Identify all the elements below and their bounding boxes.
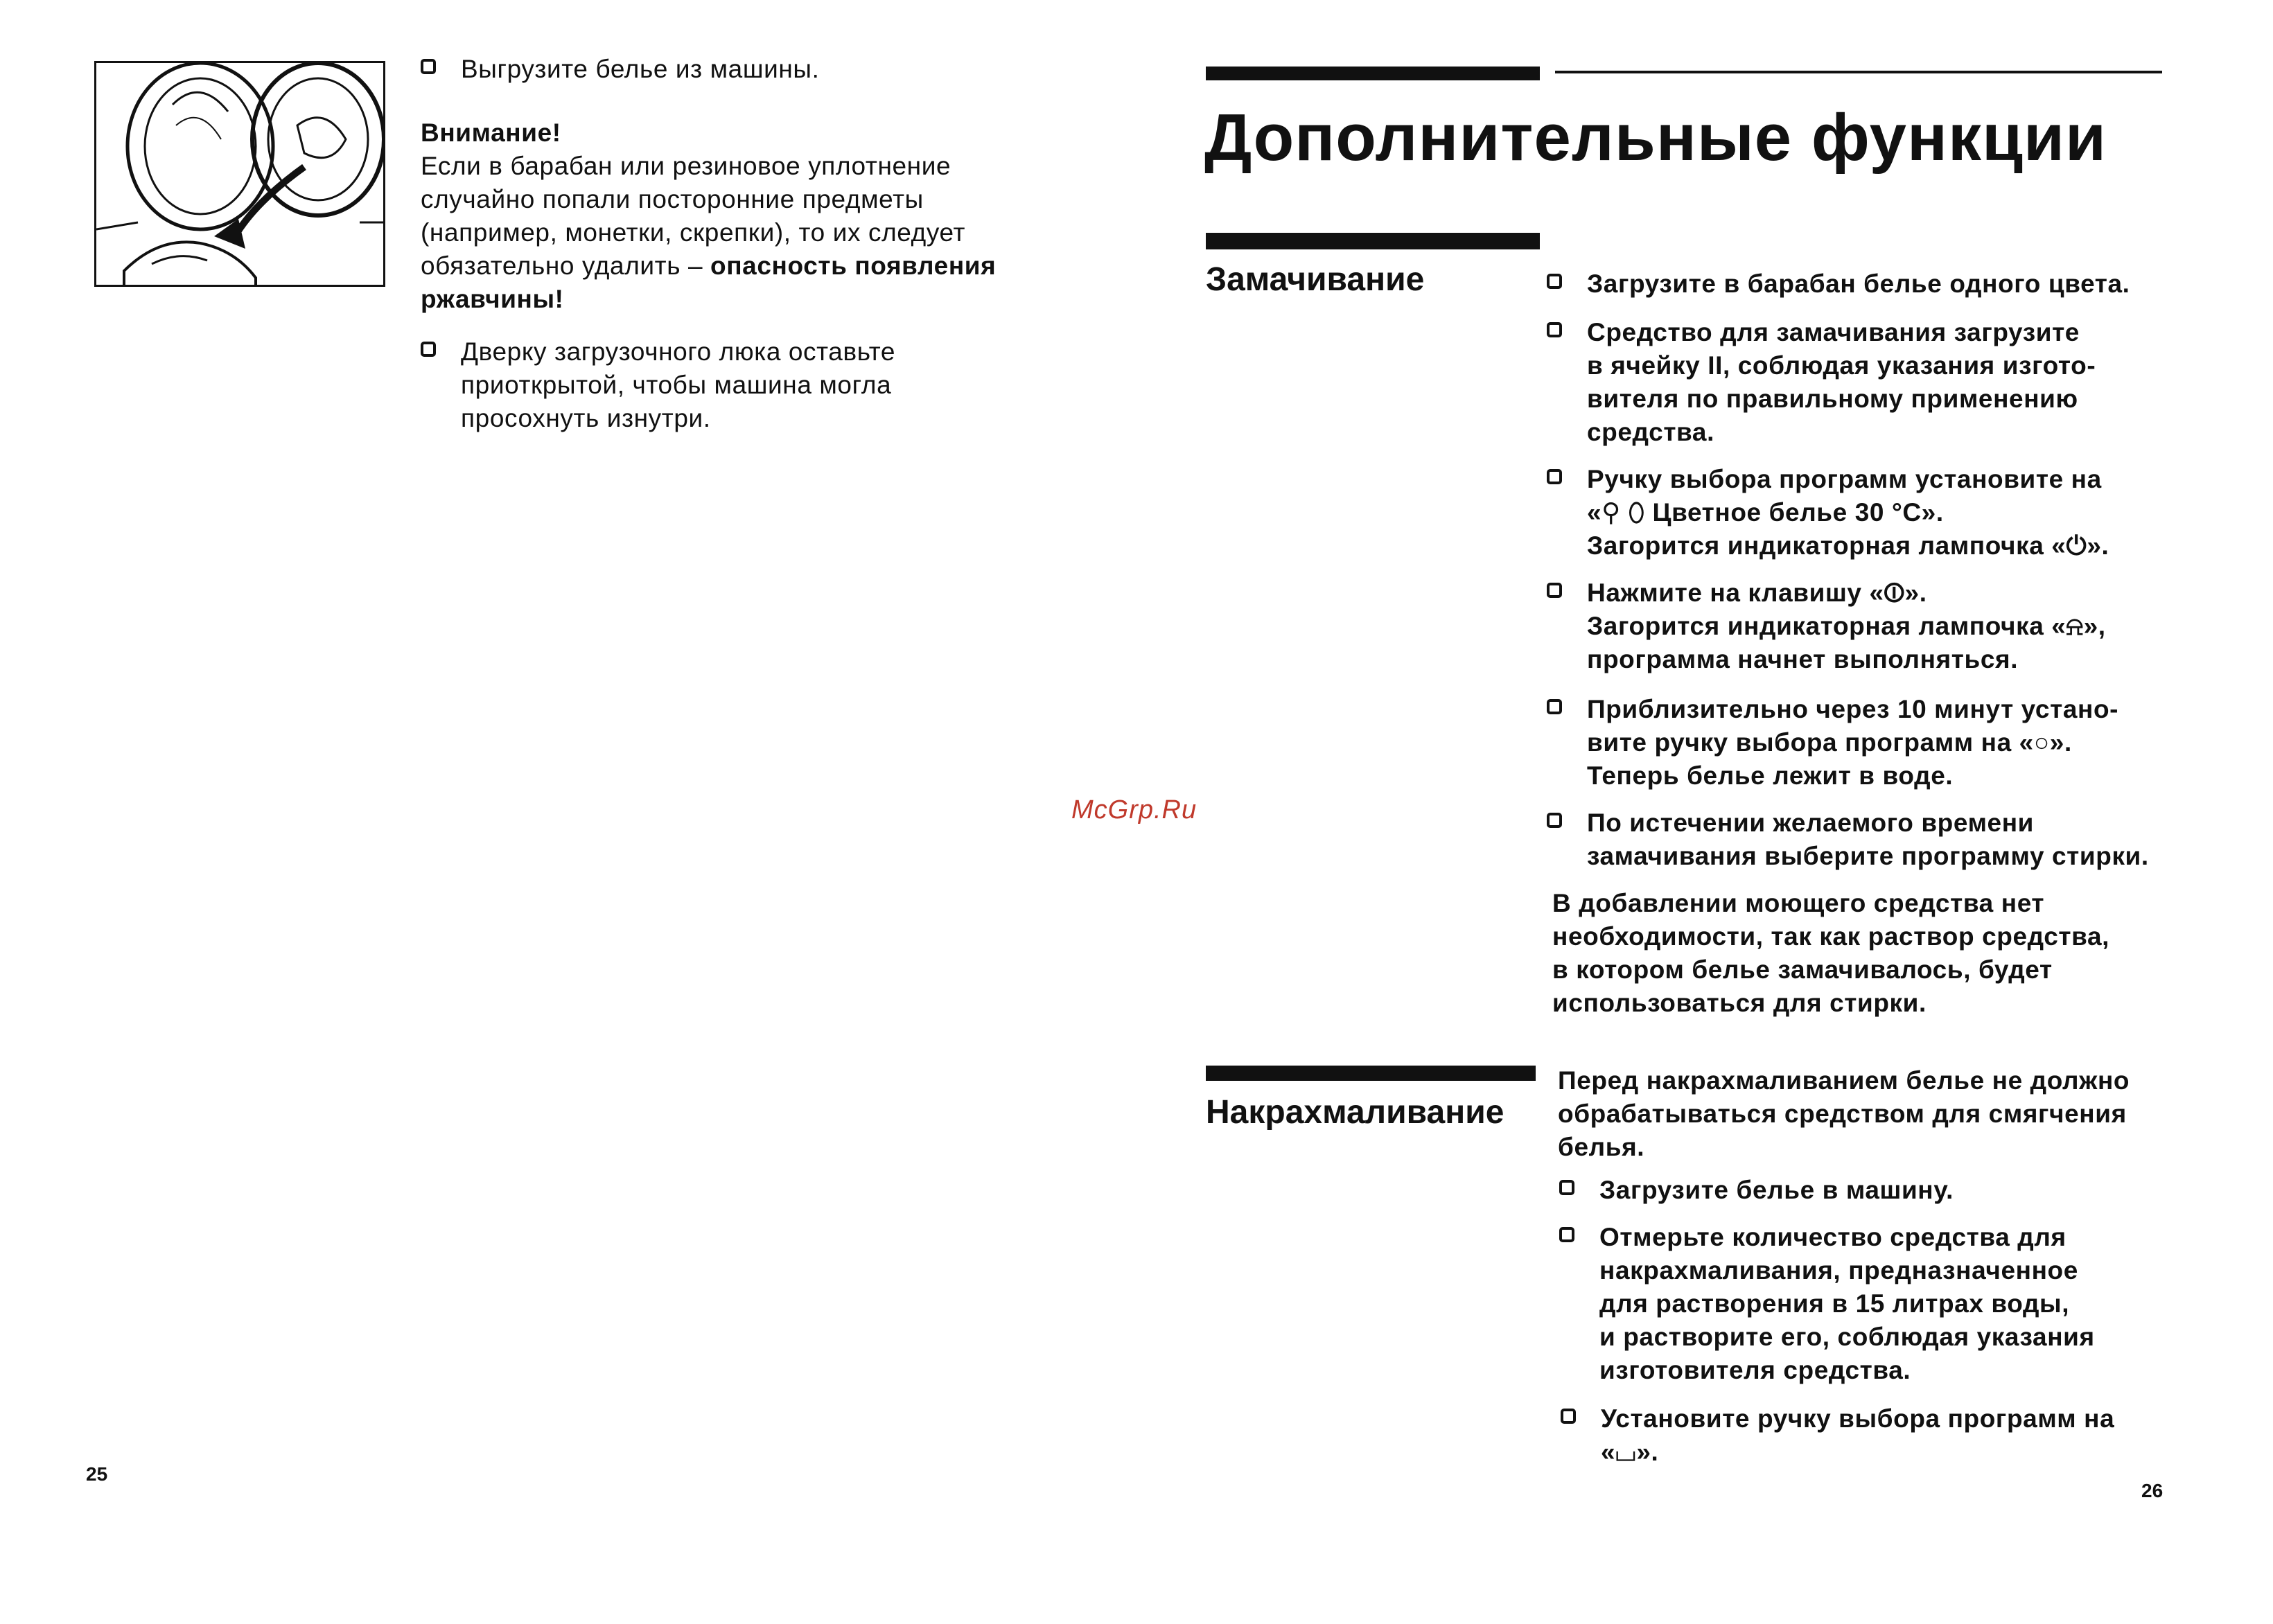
note-line: необходимости, так как раствор средства, xyxy=(1552,922,2110,951)
list-item xyxy=(421,53,820,86)
section-rule xyxy=(1206,233,1540,249)
list-item-line: Установите ручку выбора программ на xyxy=(1601,1404,2115,1433)
list-item xyxy=(1561,1402,2254,1469)
list-item-line: программа начнет выполняться. xyxy=(1587,645,2019,673)
list-item xyxy=(1547,576,2240,676)
checkbox-bullet-icon xyxy=(1547,469,1562,484)
list-item-line: изготовителя средства. xyxy=(1599,1356,1911,1384)
list-item-line: Отмерьте количество средства для xyxy=(1599,1223,2066,1251)
checkbox-bullet-icon xyxy=(1559,1227,1574,1242)
section-rule xyxy=(1206,1066,1536,1081)
title-rule-thick xyxy=(1206,67,1540,80)
list-item xyxy=(1547,693,2240,793)
checkbox-bullet-icon xyxy=(421,59,436,74)
page-title: Дополнительные функции xyxy=(1204,100,2107,175)
page-number-right: 26 xyxy=(2141,1480,2164,1501)
checkbox-bullet-icon xyxy=(1547,813,1562,828)
checkbox-bullet-icon xyxy=(1547,699,1562,714)
list-item xyxy=(1547,806,2240,873)
attention-text xyxy=(421,150,996,316)
checkbox-bullet-icon xyxy=(1547,274,1562,289)
list-item-line: вителя по правильному применению xyxy=(1587,385,2078,413)
attention-line xyxy=(421,249,996,283)
list-item-line: для растворения в 15 литрах воды, xyxy=(1599,1289,2070,1318)
checkbox-bullet-icon xyxy=(1561,1409,1576,1424)
list-item-line: и растворите его, соблюдая указания xyxy=(1599,1323,2095,1351)
page-number-left: 25 xyxy=(86,1463,108,1485)
list-item-line: вите ручку выбора программ на «○». xyxy=(1587,728,2072,757)
checkbox-bullet-icon xyxy=(1547,322,1562,337)
soaking-note xyxy=(1552,887,2245,1020)
section-heading-soaking: Замачивание xyxy=(1206,261,1425,298)
list-item-line: просохнуть изнутри. xyxy=(461,404,711,432)
list-item-line: замачивания выберите программу стирки. xyxy=(1587,842,2149,870)
list-item xyxy=(1559,1221,2252,1387)
list-item xyxy=(421,335,895,435)
list-item-text: Загрузите белье в машину. xyxy=(1599,1176,1954,1204)
list-item-line: По истечении желаемого времени xyxy=(1587,809,2035,837)
list-item-text xyxy=(461,335,895,435)
list-item-line: «⌴». xyxy=(1601,1438,1659,1466)
note-line: использоваться для стирки. xyxy=(1552,989,1927,1017)
list-item-text xyxy=(1587,576,2240,676)
list-item xyxy=(1547,463,2240,563)
title-rule-thin xyxy=(1555,71,2162,73)
note-line: в котором белье замачивалось, будет xyxy=(1552,955,2053,984)
list-item-line: Нажмите на клавишу «⏼». xyxy=(1587,579,1927,607)
watermark: McGrp.Ru xyxy=(1071,795,1197,824)
list-item-line: Ручку выбора программ установите на xyxy=(1587,465,2102,493)
list-item-line: накрахмаливания, предназначенное xyxy=(1599,1256,2078,1285)
checkbox-bullet-icon xyxy=(421,342,436,357)
list-item-text xyxy=(1587,806,2240,873)
list-item xyxy=(1547,316,2240,449)
note-line: В добавлении моющего средства нет xyxy=(1552,889,2045,917)
list-item-line: Загорится индикаторная лампочка «⍾», xyxy=(1587,612,2106,640)
list-item xyxy=(1547,267,2240,301)
list-item-line: Приблизительно через 10 минут устано- xyxy=(1587,695,2119,723)
checkbox-bullet-icon xyxy=(1559,1180,1574,1195)
attention-line: случайно попали посторонние предметы xyxy=(421,185,924,213)
list-item-line: «⚲ ⬯ Цветное белье 30 °С». xyxy=(1587,498,1944,527)
list-item-text xyxy=(1587,463,2240,563)
attention-line-text: обязательно удалить – xyxy=(421,251,703,280)
attention-line: (например, монетки, скрепки), то их следует xyxy=(421,218,965,247)
list-item-line: Теперь белье лежит в воде. xyxy=(1587,761,1954,790)
section-heading-starching: Накрахмаливание xyxy=(1206,1094,1504,1131)
list-item-text xyxy=(1587,316,2240,449)
attention-warning-end: ржавчины! xyxy=(421,285,564,313)
list-item-line: Дверку загрузочного люка оставьте xyxy=(461,337,896,366)
intro-line: белья. xyxy=(1558,1133,1645,1161)
list-item-text xyxy=(1599,1221,2252,1387)
list-item xyxy=(1559,1174,2252,1207)
list-item-line: Загорится индикаторная лампочка «⏻». xyxy=(1587,531,2109,560)
attention-warning: опасность появления xyxy=(710,251,997,280)
list-item-line: в ячейку II, соблюдая указания изгото- xyxy=(1587,351,2096,380)
intro-line: Перед накрахмаливанием белье не должно xyxy=(1558,1066,2130,1095)
attention-title: Внимание! xyxy=(421,118,561,147)
checkbox-bullet-icon xyxy=(1547,583,1562,598)
attention-line: Если в барабан или резиновое уплотнение xyxy=(421,152,951,180)
list-item-line: средства. xyxy=(1587,418,1714,446)
list-item-text: Загрузите в барабан белье одного цвета. xyxy=(1587,270,2130,298)
starching-intro xyxy=(1558,1064,2251,1164)
list-item-text xyxy=(1587,693,2240,793)
list-item-text: Выгрузите белье из машины. xyxy=(461,55,820,83)
list-item-text xyxy=(1601,1402,2254,1469)
washing-machine-illustration xyxy=(94,61,385,287)
list-item-line: приоткрытой, чтобы машина могла xyxy=(461,371,892,399)
intro-line: обрабатываться средством для смягчения xyxy=(1558,1100,2127,1128)
list-item-line: Средство для замачивания загрузите xyxy=(1587,318,2080,346)
